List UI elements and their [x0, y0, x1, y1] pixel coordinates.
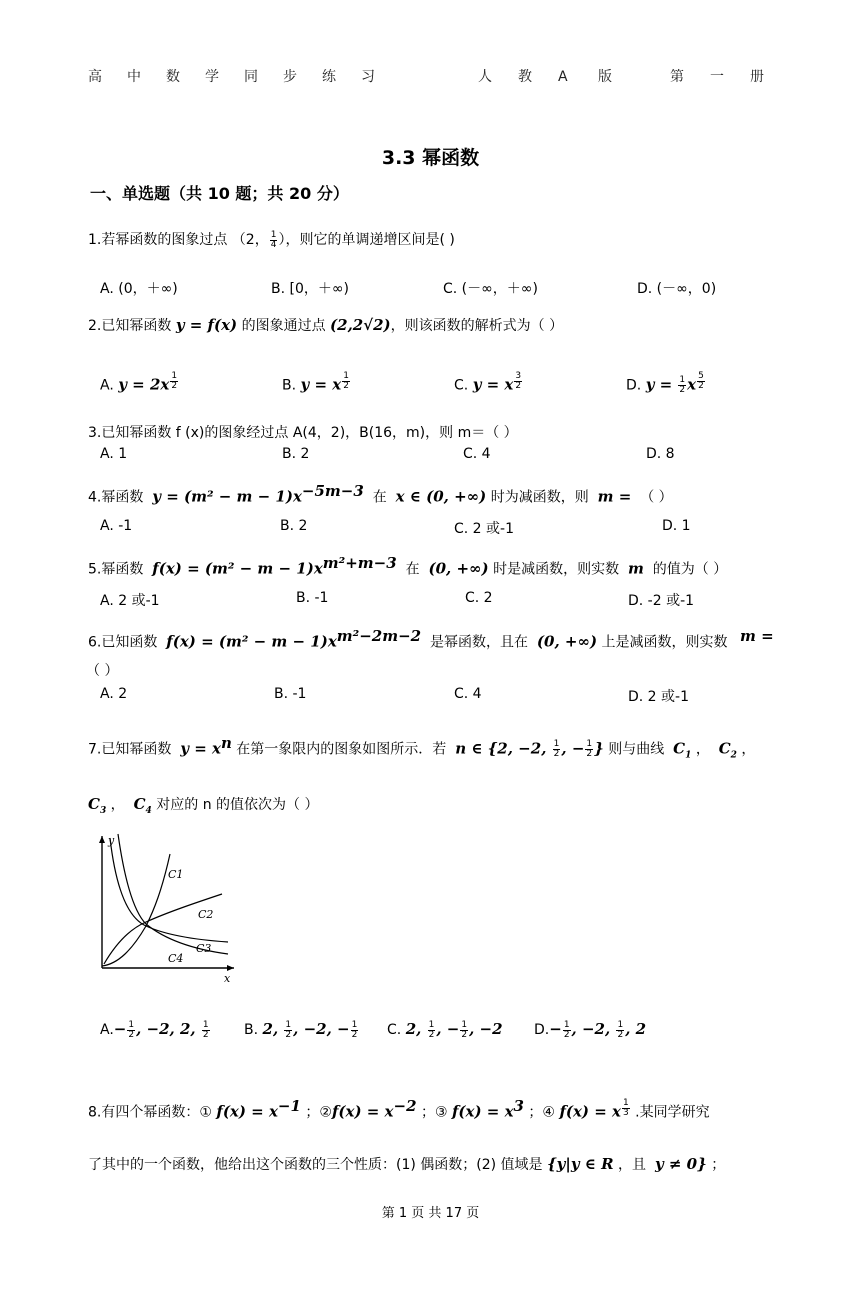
label-c2: C2: [198, 908, 214, 921]
header-char: 步: [283, 69, 297, 85]
header-char: 册: [750, 69, 764, 85]
header-right: [670, 66, 790, 86]
question-7: 7.已知幂函数 $y = x^n$ 在第一象限内的图象如图所示．若 n ∈ {2, −2, $\frac{1}{2}$ , − $\frac{1}{2}$ } 则与曲线 $C_1$ ， $C_2$ ，: [88, 734, 756, 761]
q1-option-d[interactable]: D. (－∞，0): [637, 281, 717, 297]
q7-option-c[interactable]: C. 2, $\frac{1}{2}$ , − $\frac{1}{2}$ , −2: [387, 1019, 503, 1040]
question-2: 2.已知幂函数 y = f(x) 的图象通过点 (2,2√2)，则该函数的解析式为（ ）: [88, 316, 564, 334]
q3-option-c[interactable]: C. 4: [463, 446, 491, 462]
q1-option-c[interactable]: C. (－∞，＋∞): [443, 281, 538, 297]
header-char: 同: [244, 69, 258, 85]
header-char: 高: [88, 69, 102, 85]
header-char: 数: [166, 69, 180, 85]
q3-option-d[interactable]: D. 8: [646, 446, 675, 462]
q6-option-a[interactable]: A. 2: [100, 686, 128, 702]
q5-option-c[interactable]: C. 2: [465, 590, 493, 606]
header-char: 版: [598, 69, 612, 85]
curve-c3: [118, 834, 228, 954]
header-char: 人: [478, 69, 492, 85]
q7-option-d[interactable]: D.− $\frac{1}{2}$ , −2, $\frac{1}{2}$ , 2: [534, 1019, 647, 1040]
q3-option-b[interactable]: B. 2: [282, 446, 310, 462]
header-mid: [478, 66, 638, 86]
q2-option-b[interactable]: B. y = x $^{\frac{1}{2}}$: [282, 371, 349, 394]
question-5: 5.幂函数 $f(x) = (m^2 - m - 1)x^{m^2+m-3}$ 在 (0, +∞) 时是减函数，则实数 m 的值为（ ）: [88, 554, 728, 578]
q5-option-d[interactable]: D. -2 或-1: [628, 593, 695, 609]
x-axis-label: x: [224, 972, 231, 985]
q4-option-a[interactable]: A. -1: [100, 518, 133, 534]
question-1: 1.若幂函数的图象过点 （2， $\frac{1}{4}$ ），则它的单调递增区间是( ): [88, 229, 455, 250]
page-footer: 第 1 页 共 17 页: [381, 1206, 480, 1221]
section-heading: 一、单选题（共 10 题；共 20 分）: [90, 184, 349, 203]
q6-option-d[interactable]: D. 2 或-1: [628, 689, 689, 705]
q4-option-d[interactable]: D. 1: [662, 518, 691, 534]
q7-option-b[interactable]: B. 2, $\frac{1}{2}$ , −2, − $\frac{1}{2}$: [244, 1019, 358, 1040]
q4-option-c[interactable]: C. 2 或-1: [454, 521, 514, 537]
q3-option-a[interactable]: A. 1: [100, 446, 128, 462]
question-8-line2: 了其中的一个函数，他给出这个函数的三个性质：(1) 偶函数；(2) 值域是 {y|y ∈ R ，且 y ≠ 0} ；: [88, 1155, 726, 1173]
curve-c4: [102, 854, 170, 966]
header-char: 习: [361, 69, 375, 85]
label-c4: C4: [168, 952, 184, 965]
header-char: A: [558, 69, 568, 85]
header-char: 第: [670, 69, 684, 85]
q2-option-a[interactable]: A. y = 2x $^{\frac{1}{2}}$: [100, 371, 178, 394]
question-7-line2: $C_3$ ， $C_4$ 对应的 n 的值依次为（ ）: [88, 795, 319, 816]
header-char: 练: [322, 69, 336, 85]
question-4: 4.幂函数 $y = (m^2 - m - 1)x^{-5m-3}$ 在 x ∈ (0, +∞) 时为减函数，则 m = （ ）: [88, 482, 673, 506]
q6-paren: （ ）: [86, 663, 119, 679]
power-function-figure: [88, 830, 238, 990]
q6-option-b[interactable]: B. -1: [274, 686, 307, 702]
question-3: 3.已知幂函数 f (x)的图象经过点 A(4，2)，B(16，m)，则 m＝（ ）: [88, 425, 518, 441]
page-title: 3.3 幂函数: [381, 147, 480, 169]
question-8: 8.有四个幂函数：① $f(x) = x^{-1}$ ；②f(x) = $x^{-2}$ ；③ $f(x) = x^3$ ；④ f(x) = x $^{\frac{1}{3}}$ .某同学研究: [88, 1097, 710, 1121]
q2-option-d[interactable]: D. y = $\frac{1}{2}$ x $^{\frac{5}{2}}$: [626, 371, 704, 396]
header-char: 一: [710, 69, 724, 85]
x-axis-arrow: [227, 965, 234, 971]
q7-option-a[interactable]: A.− $\frac{1}{2}$ , −2, 2, $\frac{1}{2}$: [100, 1019, 209, 1040]
q2-option-c[interactable]: C. y = x $^{\frac{3}{2}}$: [454, 371, 522, 394]
question-6: 6.已知函数 $f(x) = (m^2 - m - 1)x^{m^2-2m-2}$ 是幂函数，且在 (0, +∞) 上是减函数，则实数: [88, 627, 728, 651]
y-axis-arrow: [99, 836, 105, 843]
q1-option-b[interactable]: B. [0，＋∞): [271, 281, 349, 297]
q5-option-b[interactable]: B. -1: [296, 590, 329, 606]
header-char: 教: [518, 69, 532, 85]
label-c3: C3: [196, 942, 212, 955]
q5-option-a[interactable]: A. 2 或-1: [100, 593, 160, 609]
header-char: 中: [127, 69, 141, 85]
q6-option-c[interactable]: C. 4: [454, 686, 482, 702]
fraction: $\frac{1}{4}$: [270, 229, 277, 250]
curve-c1: [110, 838, 228, 942]
header-char: 学: [205, 69, 219, 85]
header-left: [88, 66, 400, 86]
q6-m-equals: m =: [740, 627, 774, 645]
label-c1: C1: [168, 868, 184, 881]
y-axis-label: y: [108, 834, 115, 847]
q1-option-a[interactable]: A. (0，＋∞): [100, 281, 178, 297]
q4-option-b[interactable]: B. 2: [280, 518, 308, 534]
page-header: [88, 66, 400, 86]
